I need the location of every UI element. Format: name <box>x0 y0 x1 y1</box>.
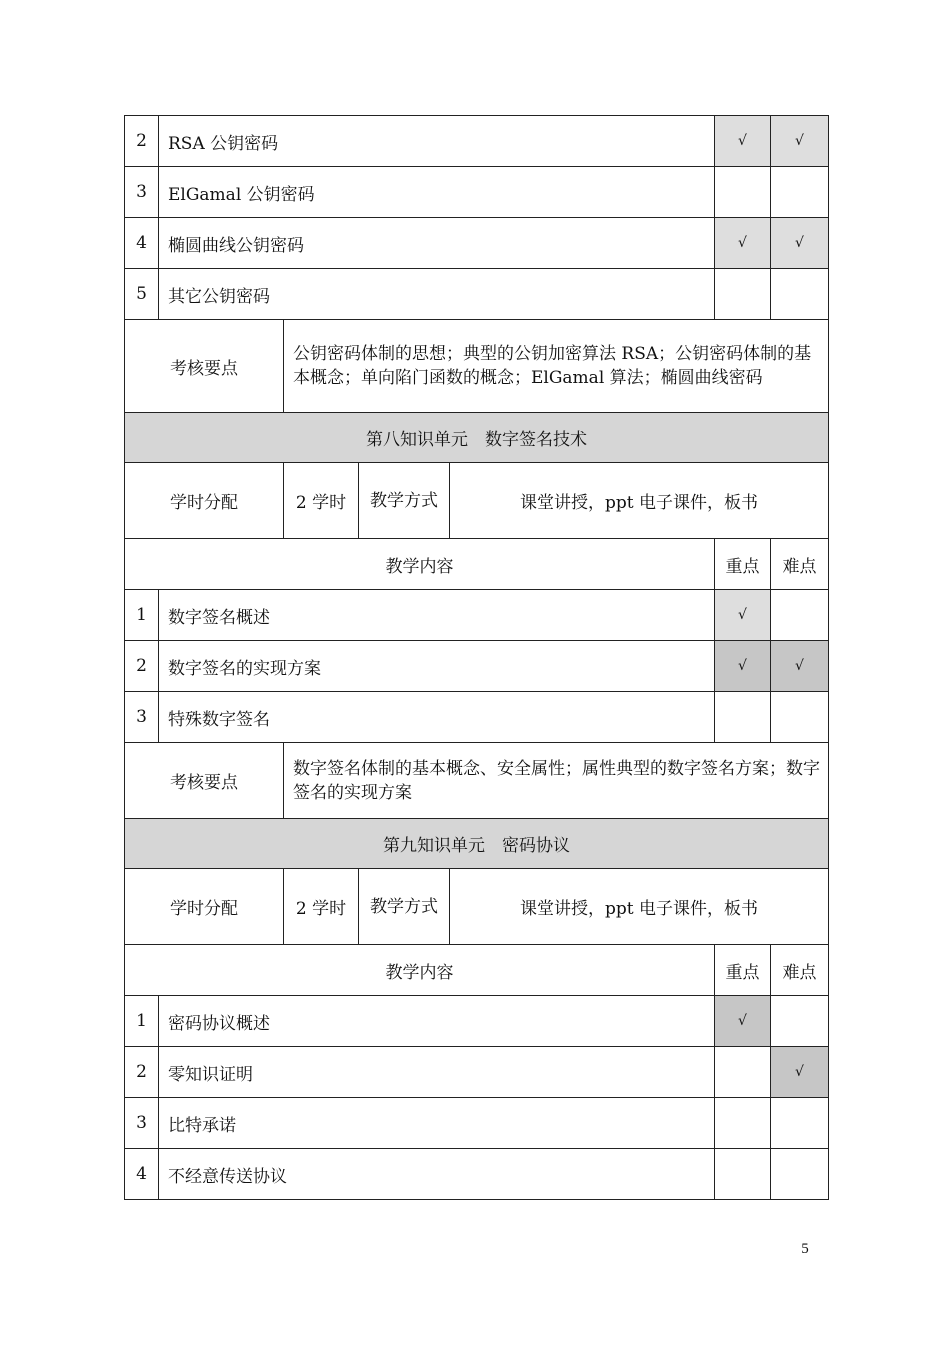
content-row <box>125 167 829 218</box>
content-row <box>125 692 829 743</box>
content-row <box>125 1047 829 1098</box>
row-number: 4 <box>125 218 159 269</box>
row-number: 3 <box>125 167 159 218</box>
assessment-points: 公钥密码体制的思想；典型的公钥加密算法 RSA；公钥密码体制的基本概念；单向陷门函数的概念；ElGamal 算法；椭圆曲线密码 <box>284 320 829 413</box>
difficulty-mark: √ <box>771 218 829 269</box>
key-point-mark <box>715 1047 771 1098</box>
row-topic: 零知识证明 <box>159 1047 715 1098</box>
row-number: 3 <box>125 1098 159 1149</box>
method-value: 课堂讲授，ppt 电子课件，板书 <box>450 869 829 945</box>
key-point-mark: √ <box>715 218 771 269</box>
assessment-label: 考核要点 <box>125 743 284 819</box>
row-topic: 其它公钥密码 <box>159 269 715 320</box>
key-point-mark: √ <box>715 996 771 1047</box>
hours-label: 学时分配 <box>125 463 284 539</box>
assessment-label: 考核要点 <box>125 320 284 413</box>
key-point-mark <box>715 1098 771 1149</box>
row-topic: 椭圆曲线公钥密码 <box>159 218 715 269</box>
content-label: 教学内容 <box>125 539 715 590</box>
key-point-label: 重点 <box>715 539 771 590</box>
hours-row <box>125 463 829 539</box>
content-header-row <box>125 945 829 996</box>
row-topic: 不经意传送协议 <box>159 1149 715 1200</box>
method-value: 课堂讲授，ppt 电子课件，板书 <box>450 463 829 539</box>
unit-title: 第九知识单元 密码协议 <box>125 819 829 869</box>
difficulty-mark <box>771 692 829 743</box>
difficulty-mark: √ <box>771 116 829 167</box>
key-point-mark: √ <box>715 641 771 692</box>
key-point-mark <box>715 269 771 320</box>
assessment-row <box>125 320 829 413</box>
key-point-mark <box>715 692 771 743</box>
difficulty-label: 难点 <box>771 539 829 590</box>
row-topic: ElGamal 公钥密码 <box>159 167 715 218</box>
difficulty-mark: √ <box>771 641 829 692</box>
content-row <box>125 116 829 167</box>
row-topic: 比特承诺 <box>159 1098 715 1149</box>
row-topic: 特殊数字签名 <box>159 692 715 743</box>
method-label: 教学方式 <box>359 463 450 539</box>
content-header-row <box>125 539 829 590</box>
row-number: 1 <box>125 590 159 641</box>
content-row <box>125 1149 829 1200</box>
page-number: 5 <box>801 1241 809 1257</box>
row-topic: 数字签名的实现方案 <box>159 641 715 692</box>
difficulty-mark <box>771 1149 829 1200</box>
row-topic: RSA 公钥密码 <box>159 116 715 167</box>
key-point-mark <box>715 1149 771 1200</box>
difficulty-mark <box>771 269 829 320</box>
row-topic: 密码协议概述 <box>159 996 715 1047</box>
method-label: 教学方式 <box>359 869 450 945</box>
hours-label: 学时分配 <box>125 869 284 945</box>
row-number: 2 <box>125 1047 159 1098</box>
content-row <box>125 641 829 692</box>
row-topic: 数字签名概述 <box>159 590 715 641</box>
hours-value: 2 学时 <box>284 463 359 539</box>
content-row <box>125 269 829 320</box>
unit-title-row <box>125 413 829 463</box>
key-point-label: 重点 <box>715 945 771 996</box>
hours-row <box>125 869 829 945</box>
difficulty-mark <box>771 590 829 641</box>
row-number: 2 <box>125 116 159 167</box>
row-number: 2 <box>125 641 159 692</box>
unit-title: 第八知识单元 数字签名技术 <box>125 413 829 463</box>
assessment-row <box>125 743 829 819</box>
assessment-points: 数字签名体制的基本概念、安全属性；属性典型的数字签名方案；数字签名的实现方案 <box>284 743 829 819</box>
content-label: 教学内容 <box>125 945 715 996</box>
key-point-mark: √ <box>715 590 771 641</box>
content-row <box>125 1098 829 1149</box>
row-number: 5 <box>125 269 159 320</box>
content-row <box>125 590 829 641</box>
row-number: 3 <box>125 692 159 743</box>
difficulty-mark <box>771 167 829 218</box>
syllabus-table <box>124 115 829 1200</box>
key-point-mark: √ <box>715 116 771 167</box>
key-point-mark <box>715 167 771 218</box>
content-row <box>125 218 829 269</box>
content-row <box>125 996 829 1047</box>
row-number: 1 <box>125 996 159 1047</box>
hours-value: 2 学时 <box>284 869 359 945</box>
difficulty-mark <box>771 1098 829 1149</box>
difficulty-label: 难点 <box>771 945 829 996</box>
difficulty-mark: √ <box>771 1047 829 1098</box>
unit-title-row <box>125 819 829 869</box>
difficulty-mark <box>771 996 829 1047</box>
row-number: 4 <box>125 1149 159 1200</box>
